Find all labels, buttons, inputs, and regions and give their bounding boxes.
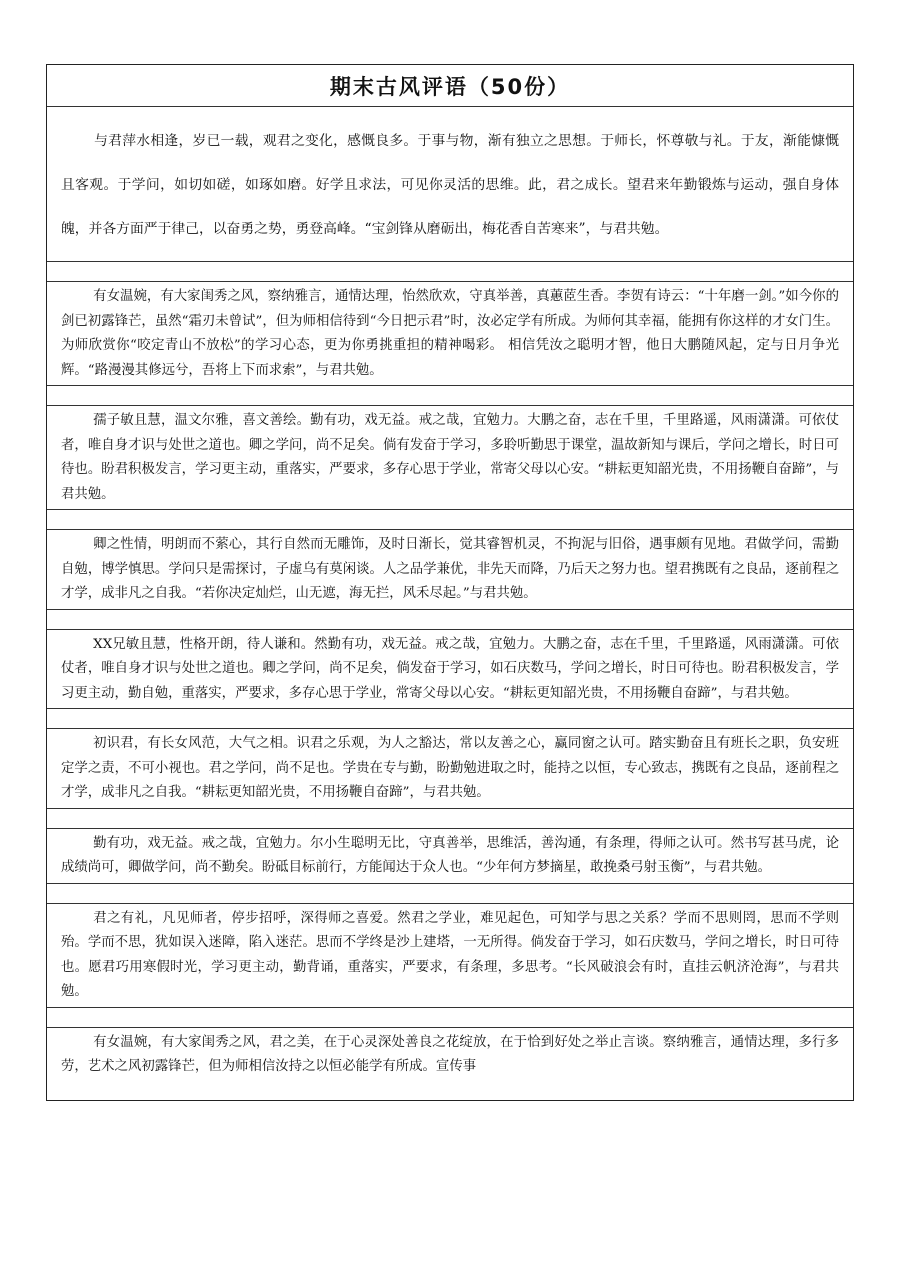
page-title: 期末古风评语（50份） xyxy=(329,74,571,99)
comment-entry: 有女温婉，有大家闺秀之风，君之美，在于心灵深处善良之花绽放，在于恰到好处之举止言谈。察纳雅言，通情达理，多行多劳，艺术之风初露锋芒，但为师相信汝持之以恒必能学有所成。宣传事 xyxy=(61,1034,839,1074)
comment-entry: 卿之性情，明朗而不萦心，其行自然而无雕饰，及时日渐长，觉其睿智机灵，不拘泥与旧俗，遇事颇有见地。君做学问，需勤自勉，博学慎思。学问只是需探讨，子虚乌有莫闲谈。人之品学兼优，非先天而降，乃后天之努力也。望君携既有之良品，逐前程之才学，成非凡之自我。“若你决定灿烂，山无遮，海无拦，风禾尽起。”与君共勉。 xyxy=(47,530,853,610)
document-table xyxy=(46,64,854,1101)
blank-row xyxy=(47,709,853,729)
blank-row xyxy=(47,510,853,530)
blank-row xyxy=(47,262,853,282)
comment-entry: 初识君，有长女风范，大气之相。识君之乐观，为人之豁达，常以友善之心，赢同窗之认可。踏实勤奋且有班长之职，负安班定学之责，不可小视也。君之学问，尚不足也。学贵在专与勤，盼勤勉进取之时，能持之以恒，专心致志，携既有之良品，逐前程之才学，成非凡之自我。“耕耘更知韶光贵，不用扬鞭自奋蹄”，与君共勉。 xyxy=(47,729,853,809)
blank-row xyxy=(47,610,853,630)
blank-row xyxy=(47,386,853,406)
blank-row xyxy=(47,1008,853,1028)
comment-entry: 勤有功，戏无益。戒之哉，宜勉力。尔小生聪明无比，守真善举，思维活，善沟通，有条理，得师之认可。然书写甚马虎，论成绩尚可，卿做学问，尚不勤矣。盼砥目标前行，方能闻达于众人也。“少年何方梦摘星，敢挽桑弓射玉衡”，与君共勉。 xyxy=(47,829,853,884)
comment-entry: XX兄敏且慧，性格开朗，待人谦和。然勤有功，戏无益。戒之哉，宜勉力。大鹏之奋，志在千里，千里路遥，风雨潇潇。可依仗者，唯自身才识与处世之道也。卿之学问，尚不足矣，倘发奋于学习，如石庆数马，学问之增长，时日可待也。盼君积极发言，学习更主动，勤自勉，重落实，严要求，多存心思于学业，常寄父母以心安。“耕耘更知韶光贵，不用扬鞭自奋蹄”，与君共勉。 xyxy=(47,630,853,710)
comment-entry: 君之有礼，凡见师者，停步招呼，深得师之喜爱。然君之学业，难见起色，可知学与思之关系？学而不思则罔，思而不学则殆。学而不思，犹如误入迷障，陷入迷茫。思而不学终是沙上建塔，一无所得。倘发奋于学习，如石庆数马，学问之增长，时日可待也。愿君巧用寒假时光，学习更主动，勤背诵，重落实，严要求，有条理，多思考。“长风破浪会有时，直挂云帆济沧海”，与君共勉。 xyxy=(47,904,853,1008)
title-row xyxy=(47,65,853,107)
comment-entry: 有女温婉，有大家闺秀之风，察纳雅言，通情达理，怡然欣欢，守真举善，真蕙茝生香。李贺有诗云：“十年磨一剑。”如今你的剑已初露锋芒，虽然“霜刃未曾试”，但为师相信待到“今日把示君”时，汝必定学有所成。为师何其幸福，能拥有你这样的才女门生。为师欣赏你“咬定青山不放松”的学习心态，更为你勇挑重担的精神喝彩。 相信凭汝之聪明才智，他日大鹏随风起，定与日月争光辉。“路漫漫其修远兮，吾将上下而求索”，与君共勉。 xyxy=(47,282,853,386)
comment-entry: 与君萍水相逢，岁已一载，观君之变化，感慨良多。于事与物，渐有独立之思想。于师长，怀尊敬与礼。于友，渐能慷慨且客观。于学问，如切如磋，如琢如磨。好学且求法，可见你灵活的思维。此，君之成长。望君来年勤锻炼与运动，强自身体魄，并各方面严于律己，以奋勇之势，勇登高峰。“宝剑锋从磨砺出，梅花香自苦寒来”，与君共勉。 xyxy=(47,107,853,262)
comment-entry: 孺子敏且慧，温文尔雅，喜文善绘。勤有功，戏无益。戒之哉，宜勉力。大鹏之奋，志在千里，千里路遥，风雨潇潇。可依仗者，唯自身才识与处世之道也。卿之学问，尚不足矣。倘有发奋于学习，多聆听勤思于课堂，温故新知与课后，学问之增长，时日可待也。盼君积极发言，学习更主动，重落实，严要求，多存心思于学业，常寄父母以心安。“耕耘更知韶光贵，不用扬鞭自奋蹄”，与君共勉。 xyxy=(47,406,853,510)
blank-row xyxy=(47,884,853,904)
blank-row xyxy=(47,809,853,829)
